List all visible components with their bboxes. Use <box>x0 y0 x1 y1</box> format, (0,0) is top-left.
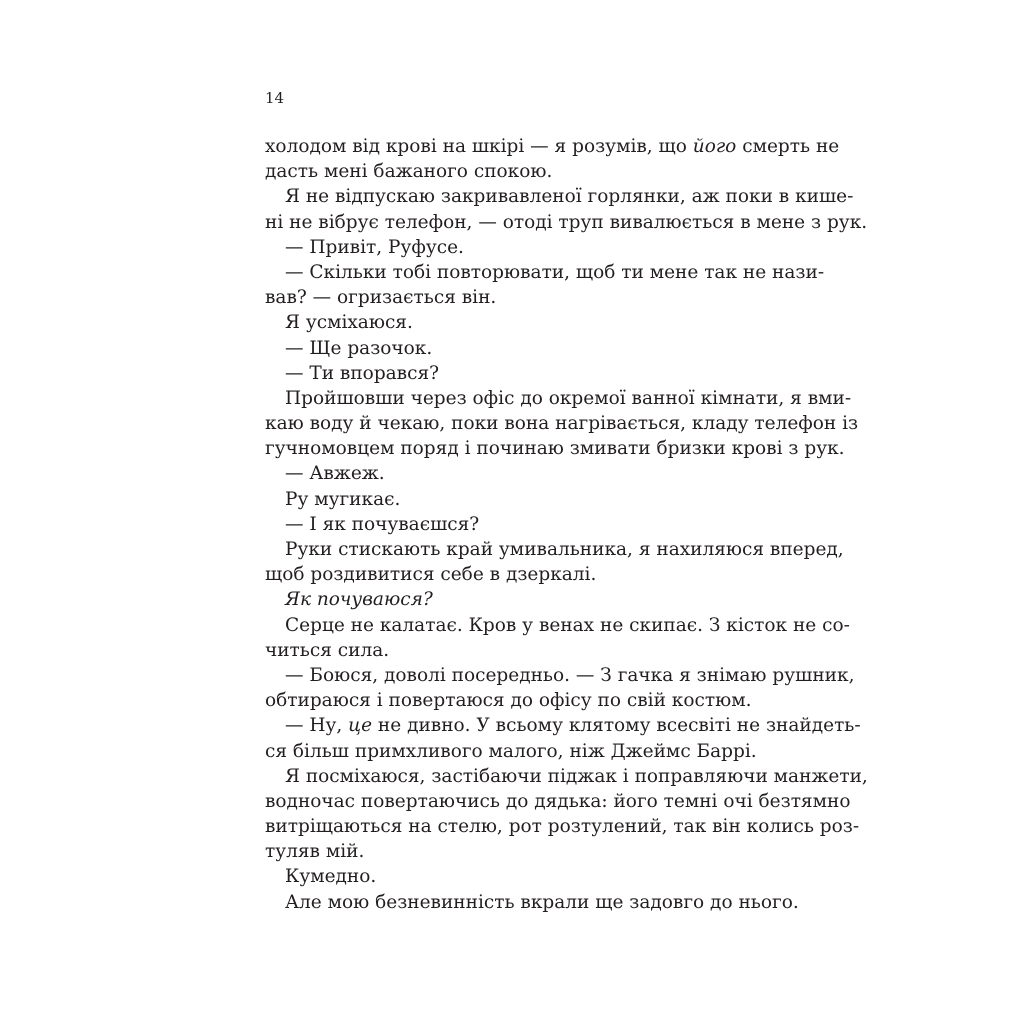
text-line <box>265 814 860 839</box>
text-segment: Ру мугикає. <box>285 488 401 510</box>
text-line <box>265 864 795 889</box>
text-segment: вав? — огризається він. <box>265 287 497 309</box>
text-segment: щоб роздивитися себе в дзеркалі. <box>265 564 597 586</box>
text-line <box>265 461 795 486</box>
text-segment: — Авжеж. <box>285 463 385 485</box>
text-segment: Серце не калатає. Кров у венах не скипає. З кісток не со- <box>285 614 850 636</box>
italic-text: це <box>348 715 373 737</box>
text-segment: — Ще разочок. <box>285 337 433 359</box>
text-line <box>265 436 845 461</box>
text-line <box>265 688 795 713</box>
text-line <box>265 764 868 789</box>
text-line <box>265 537 844 562</box>
text-line <box>265 587 795 612</box>
text-segment: холодом від крові на шкірі — я розумів, що <box>265 136 693 157</box>
text-line <box>265 663 855 688</box>
italic-text: Як почуваюся? <box>285 589 433 611</box>
text-segment: ся більш примхливого малого, ніж Джеймс Баррі. <box>265 740 757 762</box>
text-line <box>265 159 795 184</box>
text-segment: Але мою безневинність вкрали ще задовго до нього. <box>285 891 799 913</box>
text-segment: витріщаються на стелю, рот розтулений, так він колись роз- <box>265 816 860 838</box>
text-line <box>265 235 795 260</box>
italic-text: його <box>692 136 737 157</box>
text-segment: Пройшовши через офіс до окремої ванної кімнати, я вми- <box>285 387 852 409</box>
text-line <box>265 890 799 915</box>
text-segment: — Ну, <box>285 715 349 737</box>
text-line <box>265 285 795 310</box>
text-line <box>265 739 795 764</box>
text-segment: Я не відпускаю закривавленої горлянки, аж поки в кише- <box>285 186 854 208</box>
text-segment: Я усміхаюся. <box>285 312 413 334</box>
text-segment: Кумедно. <box>285 866 377 888</box>
text-line <box>265 386 852 411</box>
text-line <box>265 839 795 864</box>
text-line <box>265 713 861 738</box>
text-segment: Я посміхаюся, застібаючи піджак і поправляючи манжети, <box>285 765 868 787</box>
text-line <box>265 336 795 361</box>
text-line <box>265 210 868 235</box>
text-segment: обтираюся і повертаюся до офісу по свій костюм. <box>265 690 752 712</box>
text-segment: — Боюся, доволі посередньо. — З гачка я знімаю рушник, <box>285 664 855 686</box>
text-segment: ні не вібрує телефон, — отоді труп вивалюється в мене з рук. <box>265 211 868 233</box>
text-segment: — Ти впорався? <box>285 362 440 384</box>
text-line <box>265 310 795 335</box>
text-line <box>265 562 795 587</box>
text-segment: — Скільки тобі повторювати, щоб ти мене так не нази- <box>285 261 825 283</box>
text-segment: — І як почуваєшся? <box>285 513 480 535</box>
text-line <box>265 789 851 814</box>
text-segment: — Привіт, Руфусе. <box>285 236 464 258</box>
text-segment: туляв мій. <box>265 841 365 863</box>
text-line <box>265 411 859 436</box>
text-line <box>265 134 840 159</box>
text-line <box>265 638 795 663</box>
text-line <box>265 361 795 386</box>
text-line <box>265 260 825 285</box>
text-segment: гучномовцем поряд і починаю змивати бризки крові з рук. <box>265 438 845 460</box>
text-segment: дасть мені бажаного спокою. <box>265 161 553 183</box>
text-segment: не дивно. У всьому клятому всесвіті не знайдеть- <box>372 715 861 737</box>
page-number: 14 <box>265 89 285 107</box>
body-text <box>265 134 868 915</box>
text-segment: читься сила. <box>265 639 390 661</box>
text-line <box>265 184 854 209</box>
text-line <box>265 613 850 638</box>
text-line <box>265 487 795 512</box>
text-segment: смерть не <box>736 136 840 157</box>
text-segment: каю воду й чекаю, поки вона нагрівається, кладу телефон із <box>265 413 859 435</box>
text-segment: водночас повертаючись до дядька: його темні очі безтямно <box>265 790 851 812</box>
text-line <box>265 512 795 537</box>
text-segment: Руки стискають край умивальника, я нахиляюся вперед, <box>285 539 844 560</box>
